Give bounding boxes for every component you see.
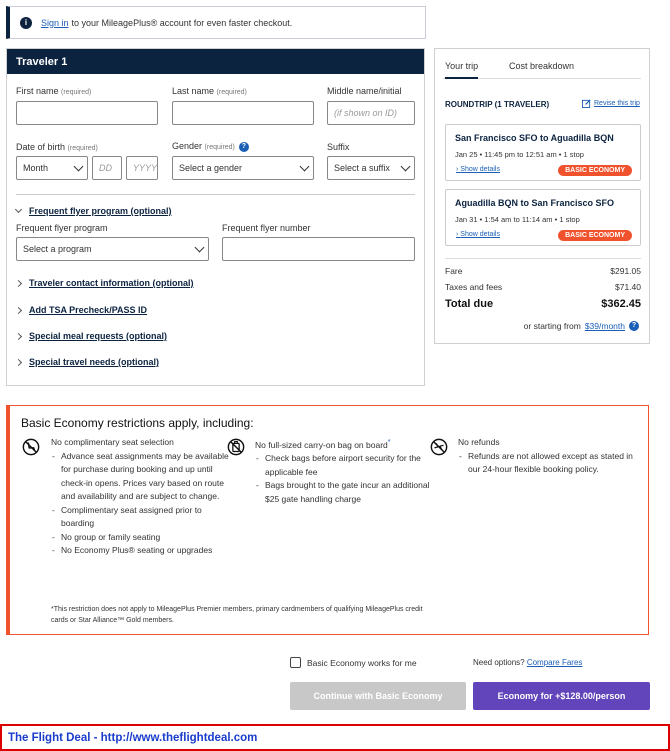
- compare-fares-link[interactable]: Compare Fares: [526, 658, 583, 667]
- monthly-offer: or starting from $39/month ?: [524, 321, 639, 331]
- segment-details: Jan 31 • 1:54 am to 11:14 am • 1 stop: [455, 215, 580, 224]
- restrictions-title: Basic Economy restrictions apply, including:: [21, 416, 254, 430]
- chevron-right-icon: [15, 306, 22, 313]
- ff-program-select[interactable]: Select a program: [16, 237, 209, 261]
- signin-banner: [6, 6, 426, 39]
- no-carry-on-icon: [227, 438, 245, 456]
- revise-trip-link[interactable]: Revise this trip: [582, 99, 640, 108]
- edit-icon: [582, 99, 591, 108]
- chevron-right-icon: [15, 358, 22, 365]
- chevron-down-icon: [401, 161, 411, 171]
- roundtrip-heading: ROUNDTRIP (1 TRAVELER): [445, 100, 550, 109]
- checkbox[interactable]: [290, 657, 301, 668]
- restriction-item: - Refunds are not allowed except as stated in our 24-hour flexible booking policy.: [458, 450, 638, 477]
- ff-number-input[interactable]: [222, 237, 415, 261]
- help-icon[interactable]: ?: [629, 321, 639, 331]
- need-options: Need options? Compare Fares: [473, 658, 583, 667]
- tab-your-trip[interactable]: Your trip: [445, 61, 478, 79]
- restriction-item: - Complimentary seat assigned prior to boarding: [51, 504, 231, 531]
- upgrade-economy-button[interactable]: Economy for +$128.00/person: [473, 682, 650, 710]
- total-row: Total due $362.45: [445, 298, 641, 310]
- basic-economy-checkbox[interactable]: Basic Economy works for me: [290, 657, 417, 668]
- last-name-input[interactable]: [172, 101, 314, 125]
- signin-text: to your MileagePlus® account for even faster checkout.: [71, 17, 293, 28]
- chevron-down-icon: [74, 161, 84, 171]
- trip-tabs: [443, 57, 641, 79]
- no-seat-icon: [22, 438, 40, 456]
- restrictions-footnote: *This restriction does not apply to MileagePlus Premier members, primary cardmembers of qualifying MileagePlus credit cards or Star Alliance™ Gold members.: [51, 606, 423, 624]
- fare-row: Fare $291.05: [445, 266, 641, 276]
- basic-economy-restrictions: [6, 405, 649, 635]
- divider: [445, 258, 641, 259]
- tsa-precheck-toggle[interactable]: Add TSA Precheck/PASS ID: [16, 305, 147, 315]
- chevron-down-icon: [195, 242, 205, 252]
- segment-outbound: [445, 124, 641, 181]
- traveler-form: [6, 48, 425, 386]
- show-details-link[interactable]: › Show details: [456, 166, 500, 173]
- first-name-input[interactable]: [16, 101, 158, 125]
- dob-year-input[interactable]: YYYY: [126, 156, 158, 180]
- segment-return: [445, 189, 641, 246]
- tab-cost-breakdown[interactable]: Cost breakdown: [509, 61, 575, 71]
- traveler-title: Traveler 1: [7, 49, 424, 74]
- middle-name-label: Middle name/initial: [327, 86, 402, 96]
- info-icon: i: [20, 17, 32, 29]
- segment-title: San Francisco SFO to Aguadilla BQN: [455, 133, 614, 143]
- travel-needs-toggle[interactable]: Special travel needs (optional): [16, 357, 159, 367]
- suffix-label: Suffix: [327, 142, 350, 152]
- seat-restriction: No complimentary seat selection - Advance seat assignments may be available for purchase during booking and up until check-in opens. Prices vary based on route and availability and are subject to change. - Complimentary seat assigned prior to boarding - No group or family seating - No Economy Plus® seating or upgrades: [51, 436, 231, 558]
- ff-section-toggle[interactable]: Frequent flyer program (optional): [16, 206, 172, 216]
- signin-link[interactable]: Sign in: [41, 17, 69, 28]
- basic-economy-badge: BASIC ECONOMY: [558, 230, 632, 241]
- basic-economy-badge: BASIC ECONOMY: [558, 165, 632, 176]
- dob-day-input[interactable]: DD: [92, 156, 122, 180]
- monthly-link[interactable]: $39/month: [584, 321, 625, 331]
- ff-number-label: Frequent flyer number: [222, 223, 311, 233]
- no-refund-icon: [430, 438, 448, 456]
- last-name-label: Last name (required): [172, 86, 247, 96]
- help-icon[interactable]: ?: [239, 142, 249, 152]
- chevron-right-icon: [15, 279, 22, 286]
- restriction-item: - No Economy Plus® seating or upgrades: [51, 544, 231, 558]
- gender-label: Gender (required) ?: [172, 141, 249, 152]
- restriction-item: - No group or family seating: [51, 531, 231, 545]
- divider: [16, 194, 415, 195]
- dob-label: Date of birth (required): [16, 142, 98, 152]
- segment-details: Jan 25 • 11:45 pm to 12:51 am • 1 stop: [455, 150, 584, 159]
- dob-month-select[interactable]: Month: [16, 156, 88, 180]
- footer-banner: The Flight Deal - http://www.theflightdeal.com: [0, 724, 670, 751]
- contact-info-toggle[interactable]: Traveler contact information (optional): [16, 278, 194, 288]
- taxes-row: Taxes and fees $71.40: [445, 282, 641, 292]
- ff-program-label: Frequent flyer program: [16, 223, 108, 233]
- restriction-item: - Bags brought to the gate incur an additional $25 gate handling charge: [255, 479, 435, 506]
- middle-name-input[interactable]: (if shown on ID): [327, 101, 415, 125]
- restriction-item: - Advance seat assignments may be available for purchase during booking and up until check-in opens. Prices vary based on route and availability and are subject to change.: [51, 450, 231, 504]
- trip-summary: [434, 48, 650, 344]
- refund-restriction: No refunds - Refunds are not allowed except as stated in our 24-hour flexible booking policy.: [458, 436, 638, 477]
- segment-title: Aguadilla BQN to San Francisco SFO: [455, 198, 615, 208]
- chevron-right-icon: [15, 332, 22, 339]
- chevron-down-icon: [15, 206, 22, 213]
- gender-select[interactable]: Select a gender: [172, 156, 314, 180]
- meal-requests-toggle[interactable]: Special meal requests (optional): [16, 331, 167, 341]
- suffix-select[interactable]: Select a suffix: [327, 156, 415, 180]
- carry-on-restriction: No full-sized carry-on bag on board* - Check bags before airport security for the applicable fee - Bags brought to the gate incur an additional $25 gate handling charge: [255, 436, 435, 506]
- chevron-down-icon: [300, 161, 310, 171]
- restriction-item: - Check bags before airport security for the applicable fee: [255, 452, 435, 479]
- show-details-link[interactable]: › Show details: [456, 231, 500, 238]
- first-name-label: First name (required): [16, 86, 92, 96]
- continue-basic-economy-button[interactable]: Continue with Basic Economy: [290, 682, 466, 710]
